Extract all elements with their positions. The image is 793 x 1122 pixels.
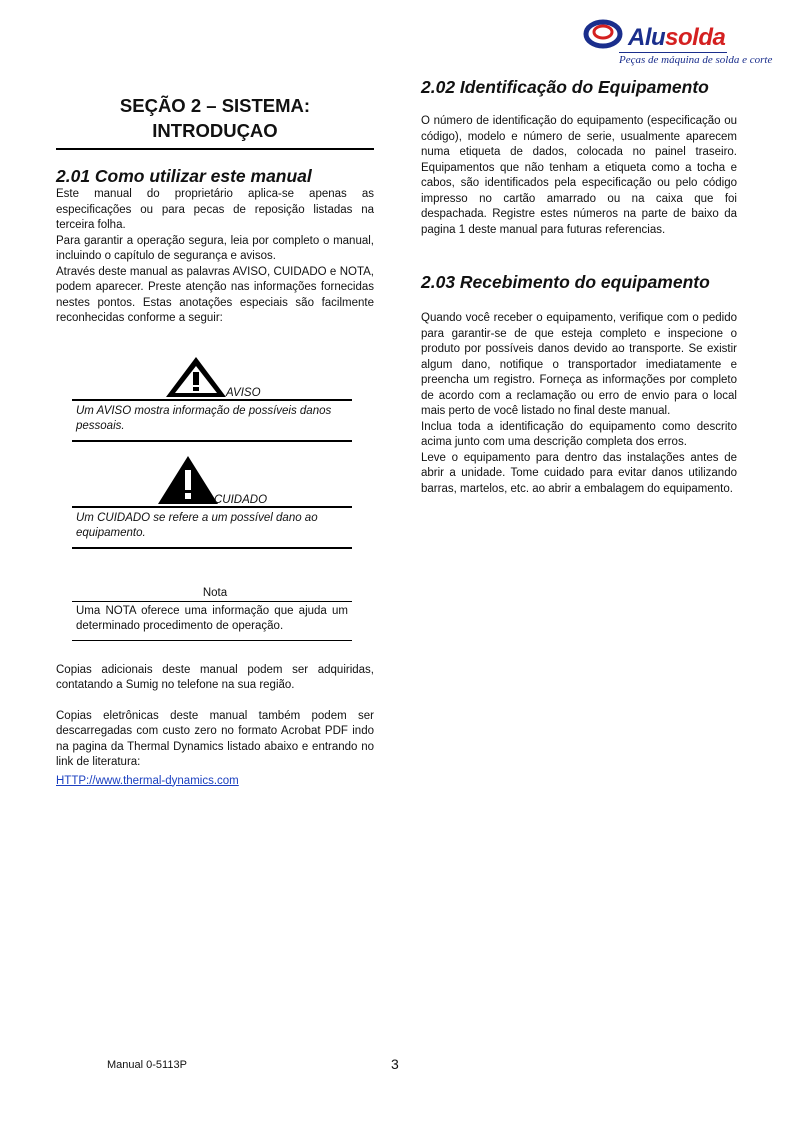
caution-triangle-icon <box>156 454 220 506</box>
caution-label: CUIDADO <box>214 493 268 506</box>
logo-divider <box>619 52 727 53</box>
paragraph-scope: Este manual do proprietário aplica-se apenas as especificações ou para pecas de reposição listadas na terceira folha. <box>56 188 374 231</box>
warning-text: Um AVISO mostra informação de possíveis danos pessoais. <box>76 404 332 432</box>
paragraph-receiving: Quando você receber o equipamento, verifique com o pedido para garantir-se de que esteja completo e inspecione o produto por possíveis danos devido ao transporte. Se existir algum dano, notifique o transportador imediatamente e preencha um registro. Forneça as informações por completo de acordo com a reclamação ou erro de envio para o local mais perto de você listado no final deste manual. <box>421 312 737 417</box>
brand-logo <box>583 16 773 68</box>
right-column <box>421 76 737 497</box>
page-number: 3 <box>391 1056 399 1072</box>
note-text: Uma NOTA oferece uma informação que ajuda um determinado procedimento de operação. <box>76 604 348 632</box>
paragraph-copies: Copias adicionais deste manual podem ser adquiridas, contatando a Sumig no telefone na sua região. <box>56 663 374 691</box>
warning-triangle-icon <box>164 355 228 399</box>
paragraph-electronic: Copias eletrônicas deste manual também podem ser descarregadas com custo zero no formato Acrobat PDF indo na pagina da Thermal Dynamics listado abaixo e entrando no link de literatura: <box>56 709 374 768</box>
warning-label: AVISO <box>226 386 261 399</box>
heading-2-02: 2.02 Identificação do Equipamento <box>421 77 709 97</box>
paragraph-identification: O número de identificação do equipamento (especificação ou código), modelo e número de serie, usualmente aparecem numa etiqueta de dados, colocada no painel traseiro. Equipamentos que não tenham a etiqueta como a tocha e cabos, são identificados pela especificação ou pelo código impresso no cartão amarrado ou na caixa que foi despachada. Registre estes números na parte de baixo da pagina 1 deste manual para futuras referencias. <box>421 115 737 236</box>
paragraph-unpacking: Leve o equipamento para dentro das instalações antes de abrir a unidade. Tome cuidado para evitar danos utilizando barras, martelos, etc. ao abrir a embalagem do equipamento. <box>421 451 737 495</box>
logo-swoosh-icon <box>583 18 629 52</box>
caution-callout <box>56 454 374 549</box>
caution-box <box>72 506 352 549</box>
title-divider <box>56 148 374 150</box>
paragraph-safety: Para garantir a operação segura, leia por completo o manual, incluindo o capítulo de segurança e avisos. <box>56 234 374 262</box>
paragraph-include-id: Inclua toda a identificação do equipamento como descrito acima junto com uma descrição completa dos erros. <box>421 420 737 448</box>
caution-text: Um CUIDADO se refere a um possível dano ao equipamento. <box>76 511 318 539</box>
paragraph-notices: Através deste manual as palavras AVISO, CUIDADO e NOTA, podem aparecer. Preste atenção nas informações fornecidas nestes pontos. Estas anotações especiais são facilmente reconhecidas conforme a seguir: <box>56 265 374 324</box>
section-title: SEÇÃO 2 – SISTEMA: INTRODUÇAO <box>119 95 311 141</box>
note-label: Nota <box>202 586 228 599</box>
logo-wordmark: Alusolda <box>628 24 726 51</box>
warning-box <box>72 399 352 442</box>
left-column <box>56 88 374 789</box>
logo-tagline: Peças de máquina de solda e corte <box>619 54 773 66</box>
thermal-dynamics-link[interactable]: HTTP://www.thermal-dynamics.com <box>56 774 239 787</box>
footer-manual-number: Manual 0-5113P <box>107 1059 187 1071</box>
note-box <box>72 601 352 641</box>
heading-2-03: 2.03 Recebimento do equipamento <box>421 272 710 292</box>
heading-2-01: 2.01 Como utilizar este manual <box>56 166 312 186</box>
warning-callout <box>56 355 374 442</box>
